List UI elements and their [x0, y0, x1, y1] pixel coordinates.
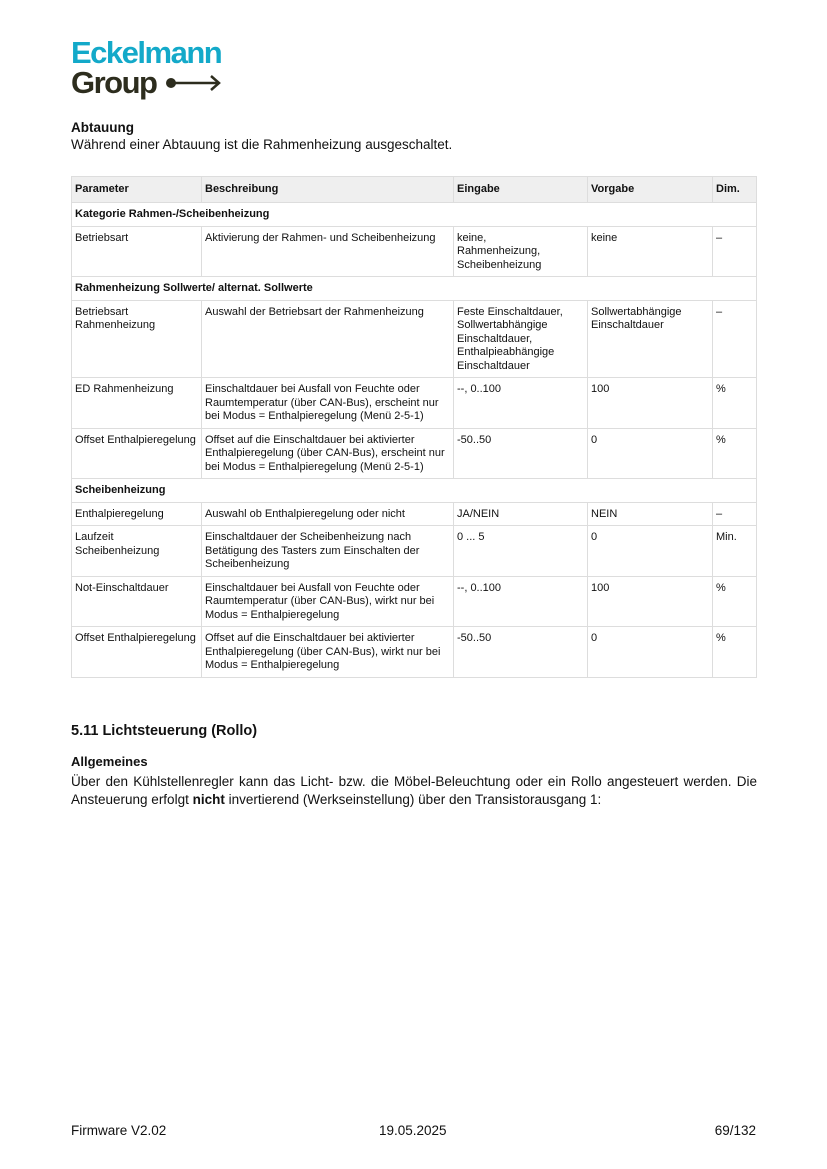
table-cell: 100	[588, 378, 713, 429]
table-cell: keine, Rahmenheizung, Scheibenheizung	[454, 226, 588, 277]
eckelmann-logo: Eckelmann Group	[71, 35, 222, 100]
column-header: Eingabe	[454, 177, 588, 203]
column-header: Parameter	[72, 177, 202, 203]
table-row	[72, 300, 757, 378]
table-cell: 100	[588, 576, 713, 627]
table-cell: JA/NEIN	[454, 502, 588, 526]
footer-version: Firmware V2.02	[71, 1123, 167, 1138]
category-title: Rahmenheizung Sollwerte/ alternat. Sollwerte	[72, 277, 757, 301]
table-cell: Laufzeit Scheibenheizung	[72, 526, 202, 577]
category-title: Kategorie Rahmen-/Scheibenheizung	[72, 203, 757, 227]
category-title: Scheibenheizung	[72, 479, 757, 503]
table-row	[72, 576, 757, 627]
table-cell: 0	[588, 627, 713, 678]
table-cell: Not-Einschaltdauer	[72, 576, 202, 627]
column-header: Dim.	[713, 177, 757, 203]
category-row	[72, 479, 757, 503]
table-cell: --, 0..100	[454, 378, 588, 429]
table-cell: %	[713, 378, 757, 429]
table-cell: -50..50	[454, 428, 588, 479]
column-header: Vorgabe	[588, 177, 713, 203]
abtauung-section	[71, 119, 452, 153]
table-row	[72, 378, 757, 429]
table-cell: Einschaltdauer bei Ausfall von Feuchte oder Raumtemperatur (über CAN-Bus), erscheint nur bei Modus = Enthalpieregelung (Menü 2-5-1)	[202, 378, 454, 429]
table-cell: Betriebsart Rahmenheizung	[72, 300, 202, 378]
table-cell: Offset Enthalpieregelung	[72, 627, 202, 678]
table-cell: –	[713, 226, 757, 277]
table-cell: –	[713, 502, 757, 526]
table-cell: --, 0..100	[454, 576, 588, 627]
table-cell: –	[713, 300, 757, 378]
table-cell: -50..50	[454, 627, 588, 678]
table-cell: Betriebsart	[72, 226, 202, 277]
footer-date: 19.05.2025	[379, 1123, 447, 1138]
section-heading: 5.11 Lichtsteuerung (Rollo)	[71, 723, 258, 739]
subheading: Allgemeines	[71, 754, 148, 769]
paragraph: Über den Kühlstellenregler kann das Licht- bzw. die Möbel-Beleuchtung oder ein Rollo angesteuert werden. Die Ansteuerung erfolgt nicht invertierend (Werkseinstellung) über den Transistorausgang 1:	[71, 774, 757, 807]
table-row	[72, 627, 757, 678]
table-cell: Min.	[713, 526, 757, 577]
table-cell: keine	[588, 226, 713, 277]
section-text: Während einer Abtauung ist die Rahmenheizung ausgeschaltet.	[71, 137, 453, 152]
table-cell: Auswahl der Betriebsart der Rahmenheizung	[202, 300, 454, 378]
table-cell: %	[713, 576, 757, 627]
table-header	[72, 177, 757, 203]
section-title: Abtauung	[71, 120, 134, 135]
table-cell: Offset auf die Einschaltdauer bei aktivierter Enthalpieregelung (über CAN-Bus), erscheint nur bei Modus = Enthalpieregelung (Menü 2-5-1)	[202, 428, 454, 479]
table-cell: Sollwertabhängige Einschaltdauer	[588, 300, 713, 378]
table-row	[72, 526, 757, 577]
table-cell: Offset Enthalpieregelung	[72, 428, 202, 479]
table-cell: Offset auf die Einschaltdauer bei aktivierter Enthalpieregelung (über CAN-Bus), wirkt nur bei Modus = Enthalpieregelung	[202, 627, 454, 678]
category-row	[72, 203, 757, 227]
table-cell: Enthalpieregelung	[72, 502, 202, 526]
column-header: Beschreibung	[202, 177, 454, 203]
arrow-icon	[165, 74, 223, 92]
table-cell: Einschaltdauer bei Ausfall von Feuchte oder Raumtemperatur (über CAN-Bus), wirkt nur bei Modus = Enthalpieregelung	[202, 576, 454, 627]
table-cell: %	[713, 428, 757, 479]
category-row	[72, 277, 757, 301]
table-cell: 0	[588, 428, 713, 479]
table-cell: ED Rahmenheizung	[72, 378, 202, 429]
footer-page: 69/132	[714, 1123, 756, 1138]
table-row	[72, 226, 757, 277]
table-cell: NEIN	[588, 502, 713, 526]
table-row	[72, 428, 757, 479]
table-cell: 0 ... 5	[454, 526, 588, 577]
table-row	[72, 502, 757, 526]
table-cell: Aktivierung der Rahmen- und Scheibenheizung	[202, 226, 454, 277]
table-cell: Einschaltdauer der Scheibenheizung nach Betätigung des Tasters zum Einschalten der Scheibenheizung	[202, 526, 454, 577]
parameter-table	[71, 176, 757, 678]
table-cell: Feste Einschaltdauer, Sollwertabhängige Einschaltdauer, Enthalpieabhängige Einschaltdauer	[454, 300, 588, 378]
table-cell: Auswahl ob Enthalpieregelung oder nicht	[202, 502, 454, 526]
table-cell: 0	[588, 526, 713, 577]
table-cell: %	[713, 627, 757, 678]
